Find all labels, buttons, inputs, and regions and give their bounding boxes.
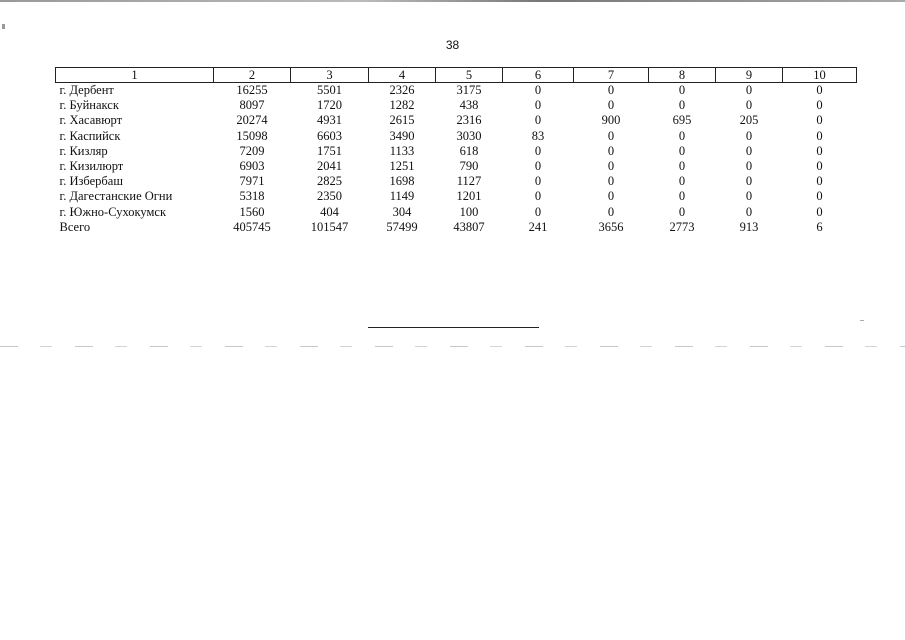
table-cell: 0 bbox=[745, 204, 753, 219]
table-header-row bbox=[56, 68, 857, 83]
table-cell: 2825 bbox=[317, 174, 342, 189]
row-label: г. Каспийск bbox=[59, 128, 121, 143]
table-cell: 205 bbox=[739, 113, 759, 128]
footer-rule bbox=[368, 327, 539, 328]
table-cell: 0 bbox=[534, 83, 542, 98]
table-cell: 0 bbox=[678, 83, 686, 98]
page-number: 38 bbox=[445, 38, 460, 52]
table-cell: 1251 bbox=[389, 159, 415, 174]
table-cell: 1751 bbox=[317, 143, 342, 158]
table-cell: 2041 bbox=[317, 159, 342, 174]
table-cell: 3030 bbox=[456, 128, 482, 143]
table-row bbox=[56, 205, 857, 220]
table-cell: 900 bbox=[601, 113, 621, 128]
table-cell: 0 bbox=[816, 98, 823, 113]
column-header: 4 bbox=[369, 68, 436, 83]
column-header: 7 bbox=[574, 68, 649, 83]
table-cell: 405745 bbox=[233, 219, 271, 234]
table-row bbox=[56, 113, 857, 128]
row-label: г. Буйнакск bbox=[59, 98, 119, 113]
table-cell: 0 bbox=[534, 174, 542, 189]
table-cell: 3656 bbox=[598, 219, 624, 234]
table-cell: 0 bbox=[534, 143, 542, 158]
table-cell: 0 bbox=[534, 113, 542, 128]
table-cell: 2316 bbox=[456, 113, 482, 128]
table-cell: 0 bbox=[816, 83, 823, 98]
table-cell: 20274 bbox=[236, 113, 268, 128]
table-cell: 0 bbox=[816, 174, 823, 189]
table-cell: 0 bbox=[745, 159, 753, 174]
table-cell: 4931 bbox=[317, 113, 342, 128]
table-cell: 0 bbox=[678, 204, 686, 219]
table-cell: 0 bbox=[816, 143, 823, 158]
table-cell: 241 bbox=[528, 219, 548, 234]
table-cell: 7209 bbox=[239, 143, 265, 158]
table-cell: 0 bbox=[745, 98, 753, 113]
table-total-row bbox=[56, 220, 857, 235]
table-cell: 0 bbox=[678, 174, 686, 189]
table-cell: 0 bbox=[745, 128, 753, 143]
table-cell: 404 bbox=[320, 204, 339, 219]
table-row bbox=[56, 159, 857, 174]
table-cell: 0 bbox=[816, 189, 823, 204]
column-header: 6 bbox=[503, 68, 574, 83]
table-cell: 2615 bbox=[389, 113, 415, 128]
table-cell: 0 bbox=[534, 98, 542, 113]
table-cell: 16255 bbox=[236, 83, 268, 98]
table-cell: 0 bbox=[607, 159, 615, 174]
table-cell: 0 bbox=[607, 83, 615, 98]
table-cell: 0 bbox=[678, 189, 686, 204]
row-label: г. Дербент bbox=[59, 83, 114, 98]
column-header: 5 bbox=[436, 68, 503, 83]
table-cell: 15098 bbox=[236, 128, 268, 143]
table-cell: 0 bbox=[745, 189, 753, 204]
table-cell: 5501 bbox=[317, 83, 342, 98]
row-label: г. Дагестанские Огни bbox=[59, 189, 173, 204]
table-cell: 1720 bbox=[317, 98, 342, 113]
column-header: 3 bbox=[291, 68, 369, 83]
table-cell: 0 bbox=[745, 83, 753, 98]
row-label: г. Кизляр bbox=[59, 143, 108, 158]
table-row bbox=[56, 83, 857, 99]
table-cell: 0 bbox=[816, 113, 823, 128]
scan-artifact bbox=[860, 320, 864, 321]
table-row bbox=[56, 189, 857, 204]
table-cell: 6903 bbox=[239, 159, 265, 174]
table-cell: 790 bbox=[459, 159, 479, 174]
row-label: Всего bbox=[59, 219, 91, 234]
row-label: г. Избербаш bbox=[59, 174, 123, 189]
table-cell: 0 bbox=[745, 174, 753, 189]
table-cell: 0 bbox=[534, 189, 542, 204]
column-header: 8 bbox=[649, 68, 716, 83]
table-cell: 2773 bbox=[669, 219, 695, 234]
table-cell: 0 bbox=[678, 143, 686, 158]
table-cell: 0 bbox=[678, 128, 686, 143]
table-cell: 0 bbox=[607, 189, 615, 204]
table-cell: 6603 bbox=[317, 128, 342, 143]
scan-edge-top bbox=[0, 0, 905, 2]
table-cell: 438 bbox=[459, 98, 479, 113]
table-cell: 0 bbox=[678, 98, 686, 113]
table-cell: 7971 bbox=[239, 174, 265, 189]
table-cell: 100 bbox=[459, 204, 479, 219]
column-header: 10 bbox=[783, 68, 857, 83]
table-cell: 5318 bbox=[239, 189, 265, 204]
column-header: 1 bbox=[56, 68, 214, 83]
table-cell: 3490 bbox=[389, 128, 415, 143]
table-cell: 0 bbox=[534, 159, 542, 174]
table-row bbox=[56, 174, 857, 189]
table-cell: 0 bbox=[816, 204, 823, 219]
table-cell: 1560 bbox=[239, 204, 265, 219]
table-cell: 43807 bbox=[453, 219, 485, 234]
table-cell: 1149 bbox=[389, 189, 415, 204]
table-cell: 6 bbox=[816, 219, 823, 234]
table-row bbox=[56, 144, 857, 159]
table-cell: 0 bbox=[534, 204, 542, 219]
table-row bbox=[56, 98, 857, 113]
table-cell: 0 bbox=[816, 159, 823, 174]
table-cell: 0 bbox=[745, 143, 753, 158]
table-cell: 83 bbox=[531, 128, 545, 143]
table-cell: 0 bbox=[607, 204, 615, 219]
table-cell: 1133 bbox=[389, 143, 415, 158]
table-cell: 1127 bbox=[456, 174, 482, 189]
row-label: г. Хасавюрт bbox=[59, 113, 123, 128]
table-row bbox=[56, 129, 857, 144]
table-cell: 0 bbox=[816, 128, 823, 143]
table-cell: 8097 bbox=[239, 98, 265, 113]
table-cell: 0 bbox=[607, 174, 615, 189]
row-label: г. Кизилюрт bbox=[59, 159, 124, 174]
table-cell: 0 bbox=[607, 128, 615, 143]
table-cell: 0 bbox=[678, 159, 686, 174]
table-cell: 0 bbox=[607, 98, 615, 113]
scan-artifact-line bbox=[0, 346, 905, 347]
table-cell: 0 bbox=[607, 143, 615, 158]
data-table bbox=[55, 67, 857, 235]
table-cell: 1201 bbox=[456, 189, 482, 204]
table-cell: 1698 bbox=[389, 174, 415, 189]
table-cell: 101547 bbox=[310, 219, 349, 234]
table-cell: 913 bbox=[739, 219, 759, 234]
table-body bbox=[56, 83, 857, 235]
column-header: 9 bbox=[716, 68, 783, 83]
row-label: г. Южно-Сухокумск bbox=[59, 204, 167, 219]
table-cell: 3175 bbox=[456, 83, 482, 98]
table-cell: 695 bbox=[672, 113, 692, 128]
table-cell: 2350 bbox=[317, 189, 342, 204]
column-header: 2 bbox=[214, 68, 291, 83]
table-cell: 1282 bbox=[389, 98, 415, 113]
table-cell: 2326 bbox=[389, 83, 415, 98]
scan-artifact bbox=[2, 24, 5, 29]
table-cell: 304 bbox=[392, 204, 412, 219]
table-cell: 57499 bbox=[386, 219, 418, 234]
table-cell: 618 bbox=[459, 143, 479, 158]
